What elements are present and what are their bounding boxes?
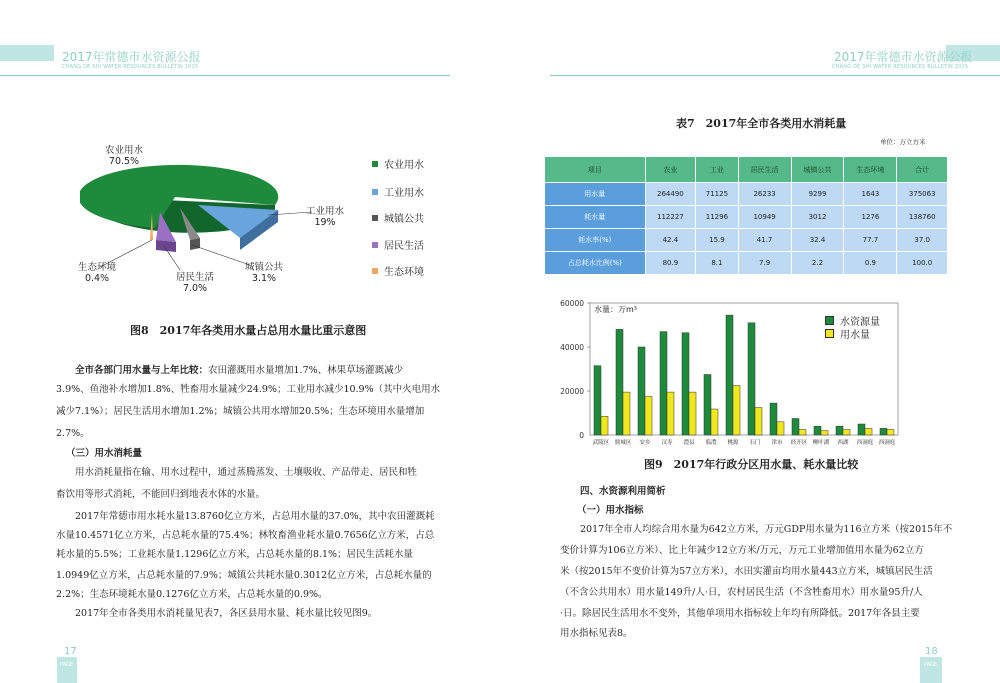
- bar-resources: [660, 332, 667, 435]
- figure9-caption: 图9 2017年行政分区用水量、耗水量比较: [644, 458, 859, 471]
- bar-resources: [638, 347, 645, 435]
- table-cell: 80.9: [645, 252, 696, 275]
- table-cell: 10949: [738, 206, 791, 229]
- right-para-line1: 2017年全市人均综合用水量为642立方米，万元GDP用水量为116立方米（按2015年不: [580, 524, 953, 535]
- x-tick-label: 津市: [771, 440, 783, 446]
- bar-usage: [843, 430, 850, 436]
- pie-legend-public: 城镇公共: [372, 210, 424, 225]
- header-tab-left: [0, 45, 54, 61]
- x-tick-label: 柳叶湖: [812, 440, 830, 446]
- x-tick-label: 安乡: [639, 440, 651, 446]
- header-rule-right: [550, 75, 1000, 76]
- figure8-caption: 图8 2017年各类用水量占总用水量比重示意图: [130, 324, 367, 337]
- table-row: [545, 229, 948, 252]
- para1-line2: 3.9%、鱼池补水增加1.8%、牲畜用水量减少24.9%；工业用水减少10.9%（其中火电用水: [56, 384, 441, 395]
- bar-usage: [601, 416, 608, 435]
- bar-resources: [726, 315, 733, 435]
- bar-resources: [814, 426, 821, 435]
- table-cell: 耗水率(%): [545, 229, 646, 252]
- table-cell: 264490: [645, 183, 696, 206]
- bar-usage: [689, 392, 696, 435]
- pie-legend-eco: 生态环境: [372, 263, 424, 278]
- table-header-cell: 城镇公共: [791, 157, 844, 183]
- pie-label-residential: 居民生活 7.0%: [176, 272, 215, 294]
- table-cell: 0.9: [844, 252, 897, 275]
- table-header-cell: 农业: [645, 157, 696, 183]
- right-para-line4: （不含公共用水）用水量149升/人·日，农村居民生活（不含牲畜用水）用水量95升/人: [560, 587, 923, 598]
- right-para-line6: 用水指标见表8。: [560, 628, 633, 639]
- bar-usage: [799, 430, 806, 436]
- header-subtitle-left: CHANG DE SHI WATER RESOURCES BULLETIN 2015: [62, 64, 199, 70]
- bar-usage: [623, 392, 630, 435]
- pie-legend-residential: 居民生活: [372, 237, 424, 252]
- table7: [544, 156, 948, 275]
- page-label-left: PAGE: [60, 662, 74, 668]
- x-tick-label: 西洞庭: [856, 440, 874, 446]
- x-tick-label: 汉寿: [661, 440, 673, 446]
- table-unit: 单位：万立方米: [880, 138, 926, 146]
- table-row: [545, 206, 948, 229]
- table7-title: 表7 2017年全市各类用水消耗量: [676, 117, 847, 130]
- bar-resources: [770, 403, 777, 435]
- para2-line2: 畜饮用等形式消耗，不能回归到地表水体的水量。: [56, 489, 266, 500]
- page-number-left: 17: [64, 646, 77, 657]
- table-cell: 77.7: [844, 229, 897, 252]
- bar-resources: [858, 424, 865, 435]
- table-cell: 26233: [738, 183, 791, 206]
- page-label-right: PAGE: [924, 662, 938, 668]
- header-title-left: 2017年常德市水资源公报: [62, 50, 201, 64]
- pie-label-public: 城镇公共 3.1%: [245, 262, 284, 284]
- y-tick-label: 40000: [560, 343, 584, 352]
- bar-usage: [887, 430, 894, 436]
- pie-label-eco: 生态环境 0.4%: [78, 262, 117, 284]
- bar-resources: [880, 428, 887, 435]
- table-cell: 15.9: [696, 229, 738, 252]
- x-tick-label: 桃源: [727, 440, 739, 446]
- table-cell: 耗水量: [545, 206, 646, 229]
- x-tick-label: 经开区: [790, 440, 808, 446]
- section4-heading: 四、水资源利用简析: [580, 486, 666, 497]
- bar-resources: [836, 426, 843, 435]
- bar-usage: [865, 428, 872, 435]
- para2-line1: 用水消耗量指在输、用水过程中，通过蒸腾蒸发、土壤吸收、产品带走、居民和牲: [75, 467, 418, 478]
- para2-line5: 耗水量的5.5%；工业耗水量1.1296亿立方米，占总耗水量的8.1%；居民生活耗水量: [56, 549, 414, 560]
- bar-usage: [667, 392, 674, 435]
- bar-resources: [594, 366, 601, 435]
- bar-usage: [733, 386, 740, 436]
- bar-usage: [755, 408, 762, 436]
- bar-legend-usage: 用水量: [825, 326, 870, 341]
- table-cell: 138760: [897, 206, 948, 229]
- table-cell: 375063: [897, 183, 948, 206]
- section-heading-consumption: （三）用水消耗量: [66, 448, 143, 459]
- pie-legend-industrial: 工业用水: [372, 184, 424, 199]
- para2-line8: 2017年全市各类用水消耗量见表7，各区县用水量、耗水量比较见图9。: [75, 608, 378, 619]
- para2-line6: 1.0949亿立方米，占总耗水量的7.9%；城镇公共耗水量0.3012亿立方米，占总耗水量的: [56, 570, 432, 581]
- table-cell: 9299: [791, 183, 844, 206]
- page-number-right: 18: [925, 646, 938, 657]
- para1-line3: 减少7.1%）；居民生活用水增加1.2%；城镇公共用水增加20.5%；生态环境用水量增加: [56, 406, 425, 417]
- header-title-right: 2017年常德市水资源公报: [834, 50, 973, 64]
- table-header-cell: 项目: [545, 157, 646, 183]
- bar-resources: [616, 329, 623, 435]
- pie-label-agriculture: 农业用水 70.5%: [105, 145, 144, 167]
- para2-line7: 2.2%；生态环境耗水量0.1276亿立方米，占总耗水量的0.9%。: [56, 589, 328, 600]
- bar-usage: [821, 431, 828, 435]
- table-cell: 7.9: [738, 252, 791, 275]
- table-cell: 37.0: [897, 229, 948, 252]
- subsection-heading: （一）用水指标: [577, 505, 644, 516]
- header-rule-left: [0, 75, 450, 76]
- table-header-cell: 工业: [696, 157, 738, 183]
- table-header-cell: 生态环境: [844, 157, 897, 183]
- table-cell: 100.0: [897, 252, 948, 275]
- y-tick-label: 20000: [560, 387, 584, 396]
- table-cell: 71125: [696, 183, 738, 206]
- table-cell: 3012: [791, 206, 844, 229]
- x-tick-label: 西湖: [837, 440, 849, 446]
- para2-line4: 水量10.4571亿立方米，占总耗水量的75.4%；林牧畜渔业耗水量0.7656亿立方米，占总: [56, 530, 435, 541]
- table-cell: 1643: [844, 183, 897, 206]
- bar-resources: [792, 419, 799, 436]
- table-header-cell: 合计: [897, 157, 948, 183]
- table-cell: 11296: [696, 206, 738, 229]
- pie-legend-agriculture: 农业用水: [372, 156, 424, 171]
- bar-resources: [704, 375, 711, 436]
- y-tick-label: 60000: [560, 299, 584, 308]
- bar-usage: [645, 397, 652, 436]
- x-tick-label: 澧县: [683, 440, 695, 446]
- right-para-line5: ·日。除居民生活用水不变外，其他单项用水指标较上年均有所降低。2017年各县主要: [560, 608, 920, 619]
- table-cell: 32.4: [791, 229, 844, 252]
- para1-line4: 2.7%。: [56, 428, 90, 439]
- table-header-cell: 居民生活: [738, 157, 791, 183]
- table-header-row: [545, 157, 948, 183]
- table-cell: 8.1: [696, 252, 738, 275]
- table-cell: 1276: [844, 206, 897, 229]
- header-subtitle-right: CHANG DE SHI WATER RESOURCES BULLETIN 2015: [832, 64, 969, 70]
- bar-legend-resources: 水资源量: [825, 313, 880, 328]
- x-tick-label: 西洞庭: [878, 440, 896, 446]
- table-cell: 占总耗水比例(%): [545, 252, 646, 275]
- table-cell: 112227: [645, 206, 696, 229]
- x-tick-label: 武陵区: [592, 440, 610, 446]
- x-tick-label: 石门: [749, 440, 761, 446]
- x-tick-label: 临澧: [705, 440, 717, 446]
- y-tick-label: 0: [579, 431, 584, 440]
- table-cell: 2.2: [791, 252, 844, 275]
- footer-tab-right: [920, 657, 942, 683]
- table-cell: 用水量: [545, 183, 646, 206]
- x-tick-label: 鼎城区: [614, 440, 632, 446]
- footer-tab-left: [57, 657, 77, 683]
- para1-line1: 全市各部门用水量与上年比较：农田灌溉用水量增加1.7%、林果草场灌溉减少: [75, 365, 404, 376]
- para2-line3: 2017年常德市用水耗水量13.8760亿立方米，占总用水量的37.0%，其中农田灌溉耗: [75, 511, 435, 522]
- pie-label-industrial: 工业用水 19%: [306, 206, 345, 228]
- table-cell: 42.4: [645, 229, 696, 252]
- bar-usage: [711, 409, 718, 435]
- right-para-line3: 米（按2015年不变价计算为57立方米），水田实灌亩均用水量443立方米，城镇居民生活: [560, 566, 933, 577]
- table-row: [545, 183, 948, 206]
- bar-usage: [777, 422, 784, 435]
- y-axis-label: 水量：万m³: [594, 305, 637, 314]
- table-cell: 41.7: [738, 229, 791, 252]
- table-row: [545, 252, 948, 275]
- bar-chart: [550, 295, 950, 455]
- right-para-line2: 变价计算为106立方米）、比上年减少12立方米/万元，万元工业增加值用水量为62立方: [560, 545, 924, 556]
- bar-resources: [748, 323, 755, 435]
- bar-resources: [682, 333, 689, 435]
